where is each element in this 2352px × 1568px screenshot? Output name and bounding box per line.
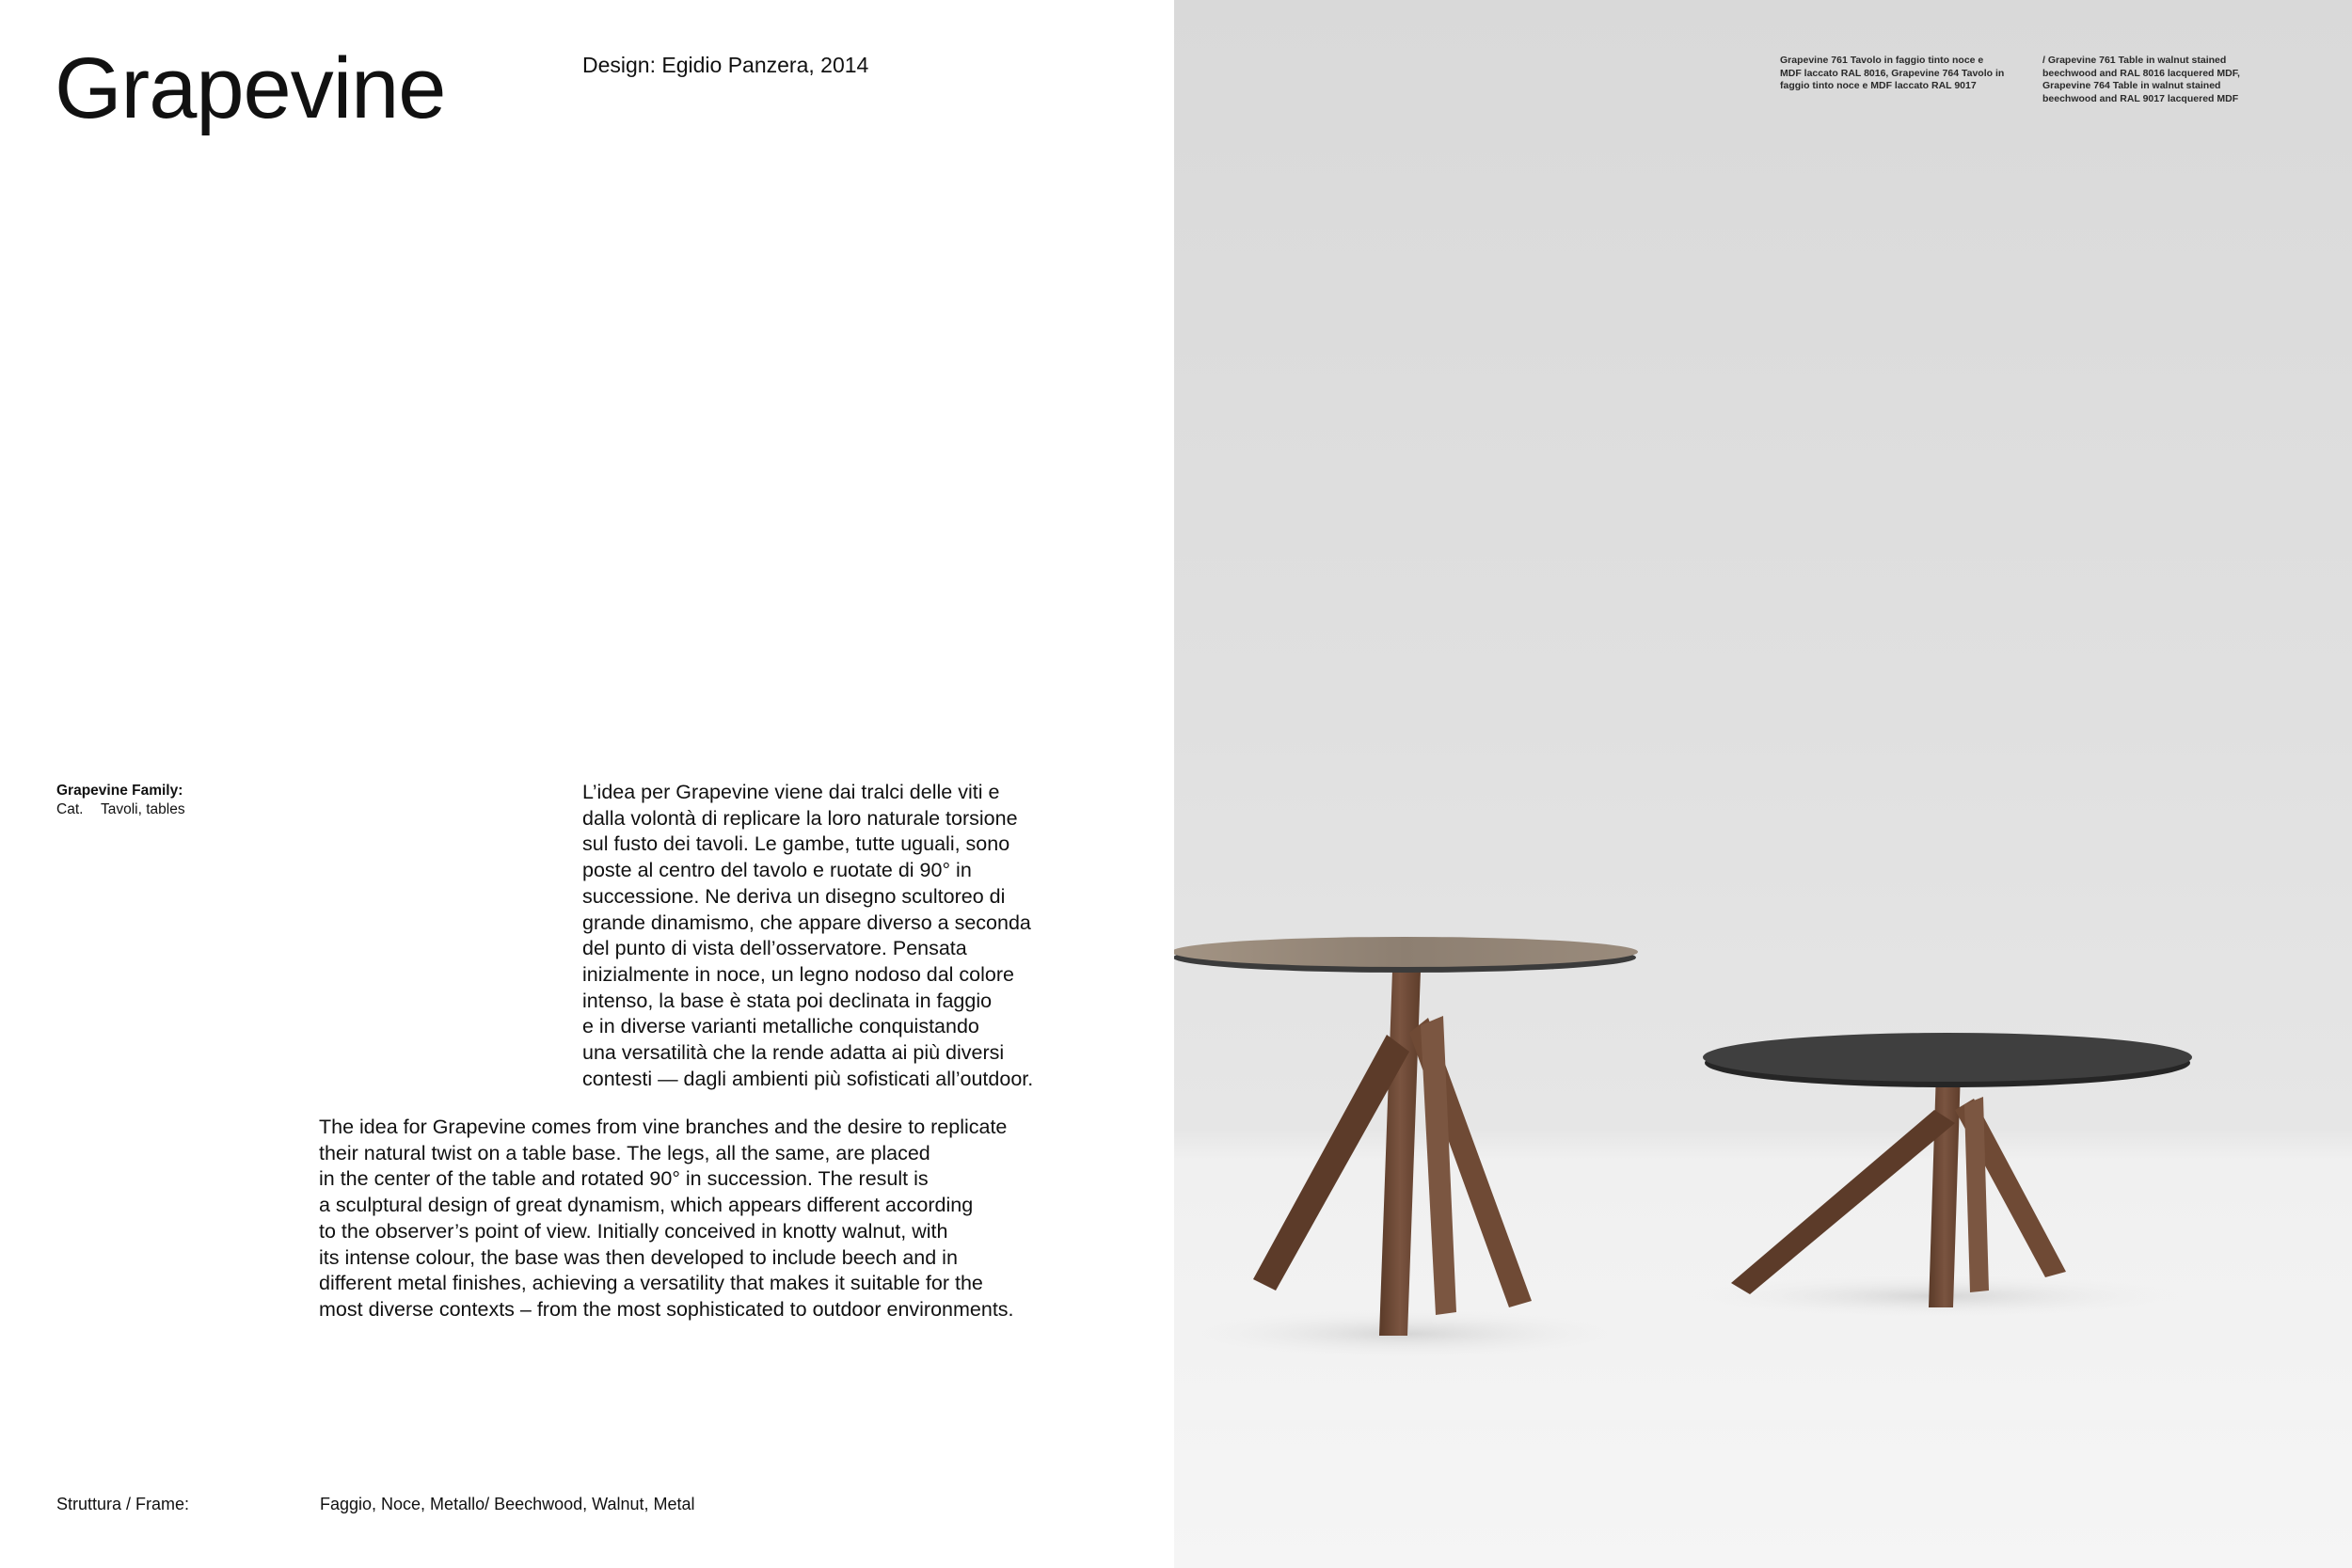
english-line: a sculptural design of great dynamism, which appears different according — [319, 1194, 974, 1217]
category-value: Tavoli, tables — [101, 801, 185, 817]
english-line: different metal finishes, achieving a versatility that makes it suitable for the — [319, 1272, 983, 1295]
table-top — [1174, 937, 1638, 967]
family-info — [56, 782, 185, 819]
tables-illustration — [1174, 0, 2352, 1568]
italian-description — [582, 780, 1128, 1092]
caption-line: beechwood and RAL 8016 lacquered MDF, — [2042, 67, 2240, 79]
italian-line: grande dinamismo, che appare diverso a seconda — [582, 911, 1031, 934]
caption-line: / Grapevine 761 Table in walnut stained — [2042, 55, 2227, 66]
tall-table — [1174, 937, 1638, 1336]
italian-line: sul fusto dei tavoli. Le gambe, tutte uguali, sono — [582, 832, 1010, 856]
table-leg — [1929, 1070, 1961, 1307]
italian-line: una versatilità che la rende adatta ai più diversi — [582, 1041, 1005, 1065]
photo-caption-italian — [1780, 55, 2034, 93]
table-top — [1703, 1033, 2192, 1082]
table-leg — [1379, 971, 1421, 1336]
italian-line: poste al centro del tavolo e ruotate di 90° in — [582, 859, 972, 882]
caption-line: faggio tinto noce e MDF laccato RAL 9017 — [1780, 80, 1977, 91]
frame-label: Struttura / Frame: — [56, 1495, 190, 1513]
italian-line: successione. Ne deriva un disegno scultoreo di — [582, 884, 1006, 908]
italian-line: e in diverse varianti metalliche conquistando — [582, 1015, 979, 1038]
category-label: Cat. — [56, 801, 84, 817]
left-page — [0, 0, 1174, 1568]
caption-line: beechwood and RAL 9017 lacquered MDF — [2042, 92, 2239, 104]
italian-line: del punto di vista dell’osservatore. Pensata — [582, 937, 967, 960]
designer-credit: Design: Egidio Panzera, 2014 — [582, 53, 869, 77]
italian-line: intenso, la base è stata poi declinata in faggio — [582, 989, 993, 1012]
low-table — [1703, 1033, 2192, 1307]
page-title: Grapevine — [55, 40, 446, 136]
caption-line: MDF laccato RAL 8016, Grapevine 764 Tavolo in — [1780, 67, 2005, 79]
english-line: to the observer’s point of view. Initially conceived in knotty walnut, with — [319, 1219, 948, 1243]
photo-caption-english — [2042, 55, 2278, 105]
italian-line: contesti — dagli ambienti più sofisticati all’outdoor. — [582, 1067, 1034, 1090]
english-line: in the center of the table and rotated 90° in succession. The result is — [319, 1167, 929, 1191]
family-title: Grapevine Family: — [56, 783, 183, 799]
italian-line: L’idea per Grapevine viene dai tralci delle viti e — [582, 781, 1000, 803]
table-leg — [1731, 1110, 1955, 1294]
caption-line: Grapevine 764 Table in walnut stained — [2042, 80, 2221, 91]
frame-value: Faggio, Noce, Metallo/ Beechwood, Walnut, Metal — [320, 1495, 695, 1513]
italian-line: inizialmente in noce, un legno nodoso dal colore — [582, 962, 1014, 986]
category-row — [56, 800, 185, 819]
english-line: The idea for Grapevine comes from vine branches and the desire to replicate — [319, 1116, 1008, 1138]
product-photo — [1174, 0, 2352, 1568]
english-line: its intense colour, the base was then developed to include beech and in — [319, 1245, 958, 1269]
english-description — [319, 1115, 1128, 1323]
english-line: most diverse contexts – from the most sophisticated to outdoor environments. — [319, 1297, 1014, 1321]
english-line: their natural twist on a table base. The legs, all the same, are placed — [319, 1141, 930, 1164]
caption-line: Grapevine 761 Tavolo in faggio tinto noce e — [1780, 55, 1984, 66]
table-leg — [1421, 1016, 1456, 1315]
italian-line: dalla volontà di replicare la loro naturale torsione — [582, 806, 1018, 830]
